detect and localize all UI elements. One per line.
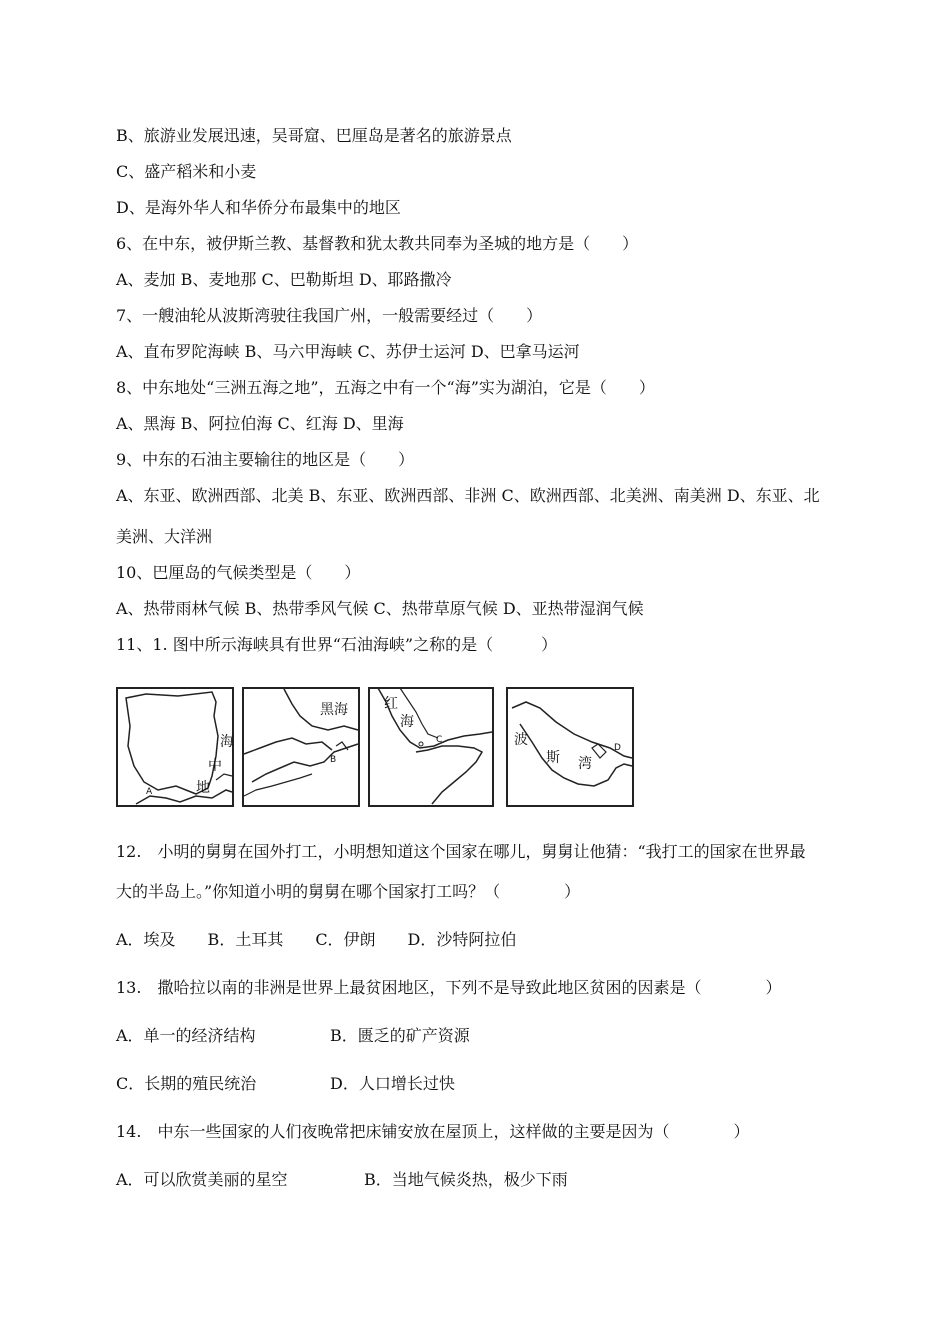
question-14-option-b: B．当地气候炎热，极少下雨 — [364, 1170, 568, 1189]
strait-maps-svg — [116, 686, 636, 810]
question-12: 12. 小明的舅舅在国外打工，小明想知道这个国家在哪儿，舅舅让他猜：“我打工的国家在世界最 — [116, 842, 806, 861]
question-9: 9、中东的石油主要输往的地区是（ ） — [116, 450, 415, 469]
question-6-options: A、麦加 B、麦地那 C、巴勒斯坦 D、耶路撒冷 — [116, 270, 452, 289]
question-8: 8、中东地处“三洲五海之地”，五海之中有一个“海”实为湖泊，它是（ ） — [116, 378, 655, 397]
strait-maps-figure — [116, 686, 636, 810]
map3-label-hong: 红 — [384, 696, 398, 712]
question-13-option-b: B．匮乏的矿产资源 — [330, 1026, 470, 1045]
option-line: C、盛产稻米和小麦 — [116, 162, 257, 181]
question-6: 6、在中东，被伊斯兰教、基督教和犹太教共同奉为圣城的地方是（ ） — [116, 234, 639, 253]
question-10: 10、巴厘岛的气候类型是（ ） — [116, 563, 361, 582]
question-12-options: A．埃及 B．土耳其 C．伊朗 D．沙特阿拉伯 — [116, 930, 517, 949]
question-9-options-cont: 美洲、大洋洲 — [116, 527, 213, 546]
map2-point: B — [330, 755, 337, 765]
question-13-option-a: A．单一的经济结构 — [116, 1026, 256, 1045]
map-bosporus — [243, 688, 359, 806]
map3-point: C — [436, 735, 443, 745]
map-gibraltar — [117, 688, 234, 806]
map4-point: D — [614, 743, 621, 753]
map4-label-wan: 湾 — [578, 756, 592, 772]
question-13-option-c: C．长期的殖民统治 — [116, 1074, 257, 1093]
option-line: B、旅游业发展迅速，吴哥窟、巴厘岛是著名的旅游景点 — [116, 126, 512, 145]
map-hormuz — [507, 688, 633, 806]
question-13-option-d: D．人口增长过快 — [330, 1074, 455, 1093]
map-bab-el-mandeb — [369, 688, 493, 806]
map1-label-zhong: 中 — [208, 758, 222, 774]
question-14-option-a: A．可以欣赏美丽的星空 — [116, 1170, 288, 1189]
map1-label-di: 地 — [196, 780, 210, 796]
map2-label-heihai: 黑海 — [320, 702, 348, 718]
map4-label-bo: 波 — [514, 732, 528, 748]
map4-label-si: 斯 — [546, 750, 560, 766]
question-8-options: A、黑海 B、阿拉伯海 C、红海 D、里海 — [116, 414, 404, 433]
question-10-options: A、热带雨林气候 B、热带季风气候 C、热带草原气候 D、亚热带湿润气候 — [116, 599, 644, 618]
question-12-cont: 大的半岛上。”你知道小明的舅舅在哪个国家打工吗？（ ） — [116, 882, 581, 901]
question-7: 7、一艘油轮从波斯湾驶往我国广州，一般需要经过（ ） — [116, 306, 543, 325]
question-9-options: A、东亚、欧洲西部、北美 B、东亚、欧洲西部、非洲 C、欧洲西部、北美洲、南美洲 D、东亚、北 — [116, 486, 820, 505]
map1-point: A — [146, 787, 153, 797]
map3-label-hai: 海 — [400, 714, 414, 730]
question-13: 13. 撒哈拉以南的非洲是世界上最贫困地区，下列不是导致此地区贫困的因素是（ ） — [116, 978, 782, 997]
question-14: 14. 中东一些国家的人们夜晚常把床铺安放在屋顶上，这样做的主要是因为（ ） — [116, 1122, 750, 1141]
map1-label-hai: 海 — [220, 734, 234, 750]
question-11: 11、1. 图中所示海峡具有世界“石油海峡”之称的是（ ） — [116, 635, 558, 654]
question-7-options: A、直布罗陀海峡 B、马六甲海峡 C、苏伊士运河 D、巴拿马运河 — [116, 342, 580, 361]
option-line: D、是海外华人和华侨分布最集中的地区 — [116, 198, 401, 217]
